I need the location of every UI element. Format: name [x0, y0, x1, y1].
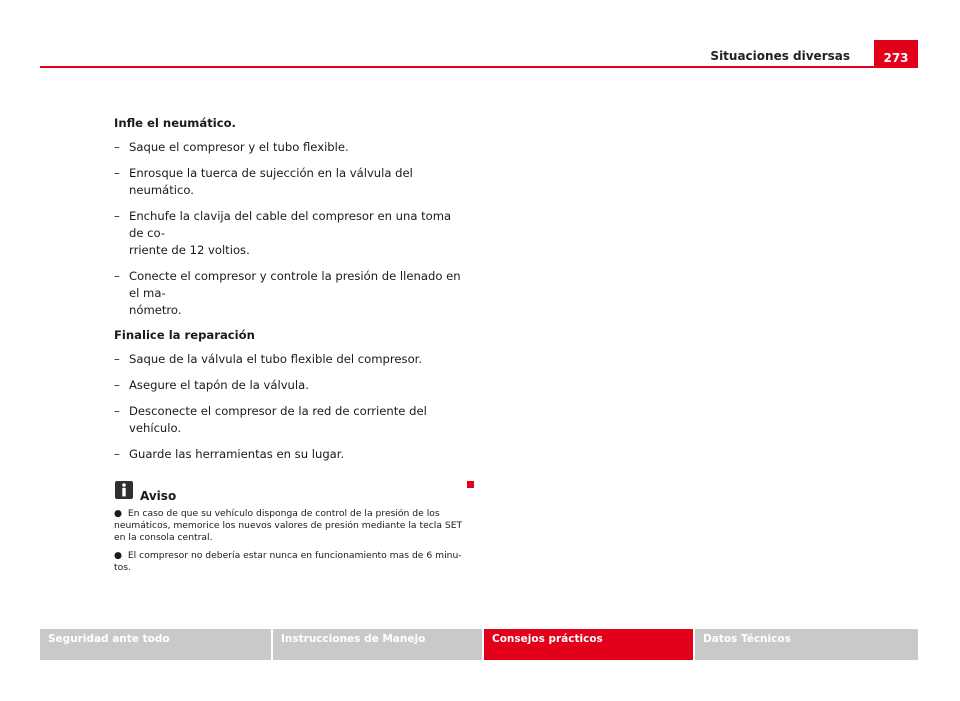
step-text: Guarde las herramientas en su lugar. [129, 447, 345, 461]
footer-nav [40, 629, 918, 660]
step-item [114, 165, 466, 199]
page-number: 273 [874, 40, 918, 67]
dash-marker: – [114, 378, 120, 392]
step-text: Enrosque la tuerca de sujección en la válvula del neumático. [129, 166, 413, 197]
dash-marker: – [114, 447, 120, 461]
step-text: Saque de la válvula el tubo flexible del compresor. [129, 352, 423, 366]
page-content [114, 116, 466, 580]
step-text: Asegure el tapón de la válvula. [129, 378, 309, 392]
step-item [114, 377, 466, 394]
tab-datos[interactable]: Datos Técnicos [695, 629, 918, 660]
note-title: Aviso [140, 489, 177, 503]
tab-instrucciones[interactable]: Instrucciones de Manejo [273, 629, 482, 660]
step-item [114, 139, 466, 156]
tab-consejos[interactable]: Consejos prácticos [484, 629, 693, 660]
step-item [114, 351, 466, 368]
step-text: Desconecte el compresor de la red de corriente del vehículo. [129, 404, 427, 435]
note-item: ● En caso de que su vehículo disponga de control de la presión de los neumáticos, memorice los nuevos valores de presión mediante la tecla SET en la consola central. [114, 508, 463, 543]
step-text: Enchufe la clavija del cable del compresor en una toma de co- rriente de 12 voltios. [129, 209, 452, 257]
dash-marker: – [114, 209, 120, 223]
inflate-heading: Infle el neumático. [114, 116, 236, 130]
note-header [114, 480, 466, 503]
step-item [114, 403, 466, 437]
note-item: ● El compresor no debería estar nunca en funcionamiento mas de 6 minu- tos. [114, 550, 462, 573]
dash-marker: – [114, 352, 120, 366]
tab-seguridad[interactable]: Seguridad ante todo [40, 629, 271, 660]
step-item [114, 208, 466, 259]
section-title: Situaciones diversas [710, 49, 850, 63]
step-item [114, 268, 466, 319]
dash-marker: – [114, 166, 120, 180]
step-text: Saque el compresor y el tubo flexible. [129, 140, 349, 154]
note-box [114, 480, 466, 574]
header-rule [40, 66, 918, 68]
dash-marker: – [114, 140, 120, 154]
finish-heading: Finalice la reparación [114, 328, 255, 342]
info-icon [114, 480, 134, 503]
section-end-marker [467, 481, 474, 488]
bullet-marker: ● [114, 508, 123, 519]
step-item [114, 446, 466, 463]
step-text: Conecte el compresor y controle la presión de llenado en el ma- nómetro. [129, 269, 461, 317]
dash-marker: – [114, 269, 120, 283]
dash-marker: – [114, 404, 120, 418]
bullet-marker: ● [114, 550, 123, 561]
